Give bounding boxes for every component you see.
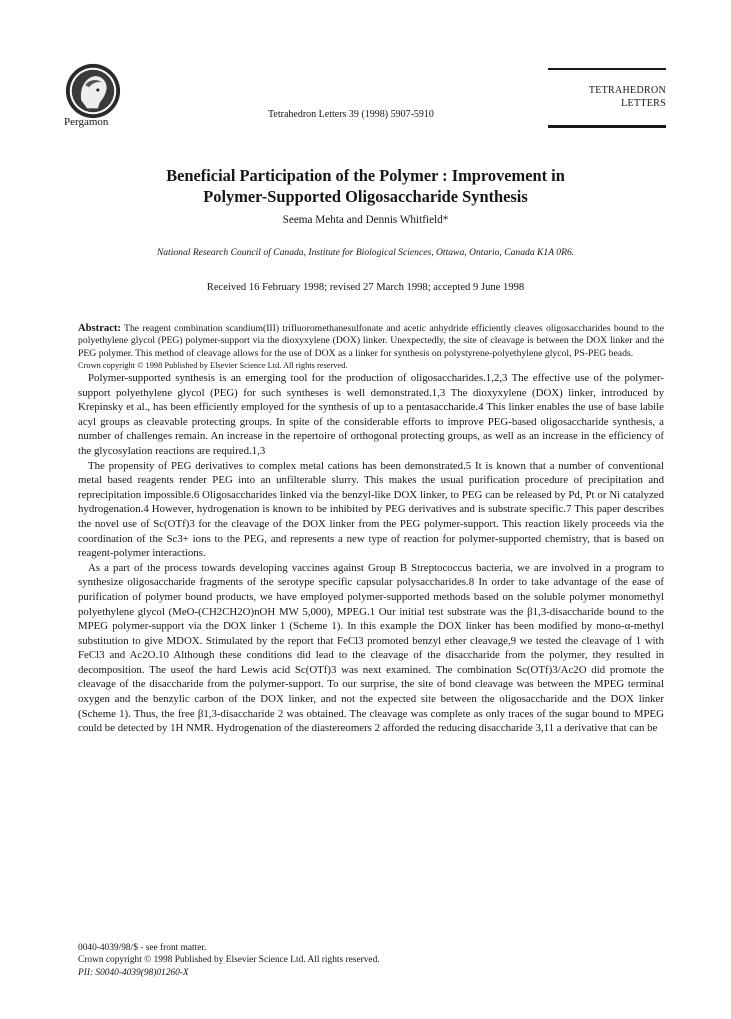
journal-name [548, 84, 666, 110]
body-paragraph-1: Polymer-supported synthesis is an emerging tool for the production of oligosaccharides.1,2,3 The effective use of the polymer-support polyethylene glycol (PEG) for such syntheses is well demonstrated.1,3 The dioxyxylene (DOX) linker, introduced by Krepinsky et al., has been efficiently employed for the synthesis of up to a pentasaccharide.4 This linker enables the use of base labile acyl groups as cleavable protecting groups. In spite of the considerable efforts to improve PEG-based oligosaccharide synthesis, a number of challenges remain. An increase in the repertoire of orthogonal protecting groups, as well as an increase in the efficiency of the glycosylation reactions are required.1,3 [78, 372, 664, 457]
footer [78, 942, 380, 979]
affiliation: National Research Council of Canada, Institute for Biological Sciences, Ottawa, Ontario, Canada K1A 0R6. [156, 247, 575, 258]
title-line-1: Beneficial Participation of the Polymer : Improvement in [166, 166, 565, 185]
footer-copyright: Crown copyright © 1998 Published by Elsevier Science Ltd. All rights reserved. [78, 955, 380, 966]
article-body [78, 371, 664, 736]
authors: Seema Mehta and Dennis Whitfield* [282, 214, 449, 226]
abstract-copyright: Crown copyright © 1998 Published by Elsevier Science Ltd. All rights reserved. [78, 361, 348, 371]
journal-citation: Tetrahedron Letters 39 (1998) 5907-5910 [268, 109, 434, 120]
pergamon-logo [64, 62, 122, 120]
footer-issn: 0040-4039/98/$ - see front matter. [78, 943, 207, 953]
footer-pii: PII: S0040-4039(98)01260-X [78, 967, 189, 978]
received-dates: Received 16 February 1998; revised 27 March 1998; accepted 9 June 1998 [206, 282, 525, 293]
body-paragraph-2: The propensity of PEG derivatives to complex metal cations has been demonstrated.5 It is known that a number of conventional metal based reagents render PEG into an unfilterable slurry. This makes the usual purification procedure of precipitation and reprecipitation impossible.6 Oligosaccharides linked via the benzyl-like DOX linker, to PEG can be released by Pd, Pt or Ni catalyzed hydrogenation.4 However, hydrogenation is known to be inhibited by PEG derivatives and is substrate specific.7 This paper describes the novel use of Sc(OTf)3 for the cleavage of the DOX linker from the PEG polymer-support. This reaction likely proceeds via the coordination of the Sc3+ ions to the PEG, and represents a new type of reaction for polymer-supported chemistry, that is based on reagent-polymer interactions. [78, 459, 664, 560]
journal-name-line2: LETTERS [621, 98, 666, 109]
article-title [60, 165, 671, 207]
body-paragraph-3: As a part of the process towards developing vaccines against Group B Streptococcus bacteria, we are involved in a program to synthesize oligosaccharide fragments of the serotype specific capsular polysaccharides.8 In order to take advantage of the ease of purification of polymer bound products, we have employed polymer-supported methods based on the soluble polymer monomethyl polyethylene glycol (MeO-(CH2CH2O)nOH MW 5,000), MPEG.1 Our initial test substrate was the β1,3-disaccharide bound to the MPEG polymer-support via the DOX linker 1 (Scheme 1). In this example the DOX linker has been modified by mono-α-methyl substitution to give MDOX. Stimulated by the report that FeCl3 promoted benzyl ether cleavage,9 we tested the cleavage of 1 with FeCl3 and Ac2O.10 Although these conditions did lead to the cleavage of the disaccharide from the polymer, they resulted in decomposition. The useof the hard Lewis acid Sc(OTf)3 was next examined. The combination Sc(OTf)3/Ac2O did promote the cleavage of the disaccharide from the polymer-support. To our surprise, the site of bond cleavage was between the MPEG terminal oxygen and the benzylic carbon of the DOX linker, and not the expected site between the oligosaccharide and the DOX linker (Scheme 1). Thus, the free β1,3-disaccharide 2 was obtained. The cleavage was complete as only traces of the sugar bound to MPEG could be detected by 1H NMR. Hydrogenation of the diastereomers 2 afforded the reducing disaccharide 3,11 a derivative that can be [78, 561, 664, 735]
abstract-text: The reagent combination scandium(III) trifluoromethanesulfonate and acetic anhydride efficiently cleaves oligosaccharides bound to the polyethylene glycol (PEG) polymer-support via the dioxyxylene (DOX) linker. Unexpectedly, the site of cleavage is between the DOX linker and the PEG polymer. This method of cleavage allows for the use of DOX as a linker for synthesis on polystyrene-polyethylene glycol, PS-PEG beads. [78, 323, 664, 359]
abstract [78, 323, 664, 373]
header-rule-bottom [548, 125, 666, 128]
title-line-2: Polymer-Supported Oligosaccharide Synthesis [203, 187, 528, 206]
abstract-label: Abstract: [78, 323, 121, 334]
header-rule-top [548, 68, 666, 70]
journal-name-line1: TETRAHEDRON [588, 85, 666, 96]
publisher-name: Pergamon [64, 116, 109, 128]
